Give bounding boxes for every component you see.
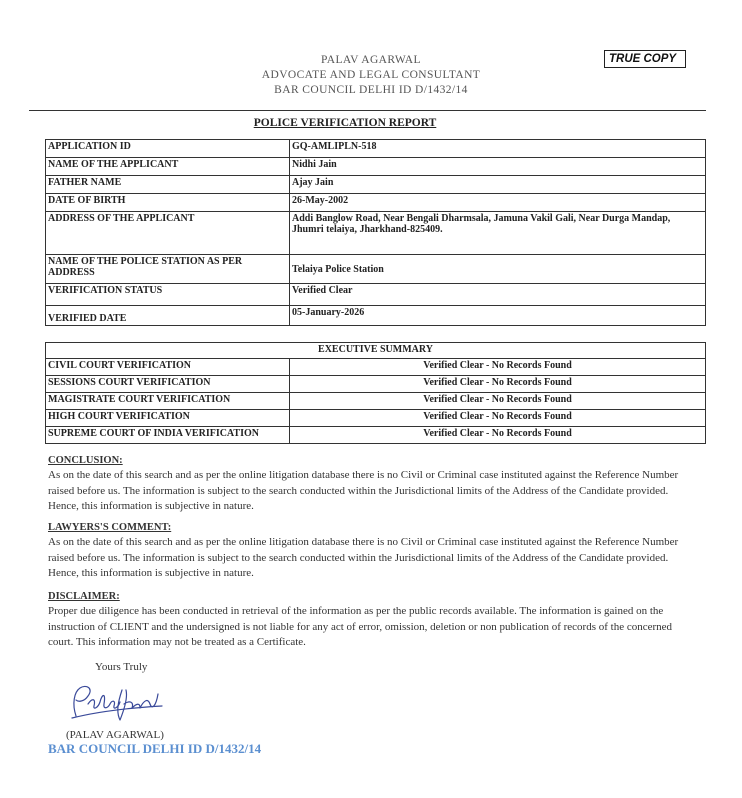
executive-summary-table <box>45 342 706 444</box>
disclaimer-title: DISCLAIMER: <box>48 591 120 602</box>
detail-value: 05-January-2026 <box>290 306 706 326</box>
detail-label: VERIFICATION STATUS <box>46 284 290 306</box>
disclaimer-section <box>48 589 700 650</box>
yours-truly: Yours Truly <box>95 661 148 673</box>
table-header-row <box>46 343 706 359</box>
detail-label: VERIFIED DATE <box>46 306 290 326</box>
lawyers-comment-title: LAWYERS'S COMMENT: <box>48 522 172 533</box>
detail-label: FATHER NAME <box>46 176 290 194</box>
table-row <box>46 158 706 176</box>
table-row <box>46 212 706 255</box>
detail-value: GQ-AMLIPLN-518 <box>290 140 706 158</box>
signatory-bar-id: BAR COUNCIL DELHI ID D/1432/14 <box>48 741 262 756</box>
detail-label: ADDRESS OF THE APPLICANT <box>46 212 290 255</box>
header-name: PALAV AGARWAL <box>321 54 421 66</box>
detail-value: Addi Banglow Road, Near Bengali Dharmsala, Jamuna Vakil Gali, Near Durga Mandap, Jhumri telaiya, Jharkhand-825409. <box>290 212 706 255</box>
table-row <box>46 284 706 306</box>
detail-value: Nidhi Jain <box>290 158 706 176</box>
details-table <box>45 139 706 326</box>
signatory-name: (PALAV AGARWAL) <box>66 729 164 741</box>
table-row <box>46 140 706 158</box>
table-row <box>46 255 706 284</box>
summary-title: EXECUTIVE SUMMARY <box>46 343 706 359</box>
table-row <box>46 427 706 444</box>
summary-value: Verified Clear - No Records Found <box>290 393 706 410</box>
table-row <box>46 410 706 427</box>
summary-value: Verified Clear - No Records Found <box>290 427 706 444</box>
detail-value: Ajay Jain <box>290 176 706 194</box>
table-row <box>46 176 706 194</box>
conclusion-text: As on the date of this search and as per the online litigation database there is no Civil or Criminal case instituted against the Reference Number raised before us. The information is subject to the search conducted within the Jurisdictional limits of the Address of the Candidate provided. Hence, this information is subjective in nature. <box>48 469 679 512</box>
summary-value: Verified Clear - No Records Found <box>290 376 706 393</box>
table-row <box>46 306 706 326</box>
table-row <box>46 359 706 376</box>
disclaimer-text: Proper due diligence has been conducted in retrieval of the information as per the public records available. The information is gained on the instruction of CLIENT and the undersigned is not liable for any act of error, omission, deletion or non publication of records of the concerned court. This information may not be treated as a Certificate. <box>48 605 673 648</box>
lawyers-comment-text: As on the date of this search and as per the online litigation database there is no Civil or Criminal case instituted against the Reference Number raised before us. The information is subject to the search conducted within the Jurisdictional limits of the Address of the Candidate provided. Hence, this information is subjective in nature. <box>48 536 679 579</box>
header-divider <box>29 110 706 111</box>
table-row <box>46 194 706 212</box>
summary-value: Verified Clear - No Records Found <box>290 410 706 427</box>
summary-label: SESSIONS COURT VERIFICATION <box>46 376 290 393</box>
detail-label: NAME OF THE APPLICANT <box>46 158 290 176</box>
table-row <box>46 376 706 393</box>
summary-value: Verified Clear - No Records Found <box>290 359 706 376</box>
header-title: ADVOCATE AND LEGAL CONSULTANT <box>261 69 481 81</box>
detail-label: APPLICATION ID <box>46 140 290 158</box>
report-title: POLICE VERIFICATION REPORT <box>253 117 437 129</box>
detail-label: DATE OF BIRTH <box>46 194 290 212</box>
table-row <box>46 393 706 410</box>
lawyers-comment-section <box>48 520 700 581</box>
summary-label: MAGISTRATE COURT VERIFICATION <box>46 393 290 410</box>
header-bar-id: BAR COUNCIL DELHI ID D/1432/14 <box>274 84 468 96</box>
true-copy-stamp: TRUE COPY <box>604 50 686 68</box>
detail-value: Telaiya Police Station <box>290 255 706 284</box>
detail-value: 26-May-2002 <box>290 194 706 212</box>
signature-image <box>66 680 166 731</box>
detail-label: NAME OF THE POLICE STATION AS PER ADDRESS <box>46 255 290 284</box>
conclusion-section <box>48 453 700 514</box>
summary-label: CIVIL COURT VERIFICATION <box>46 359 290 376</box>
summary-label: HIGH COURT VERIFICATION <box>46 410 290 427</box>
summary-label: SUPREME COURT OF INDIA VERIFICATION <box>46 427 290 444</box>
detail-value: Verified Clear <box>290 284 706 306</box>
conclusion-title: CONCLUSION: <box>48 455 123 466</box>
